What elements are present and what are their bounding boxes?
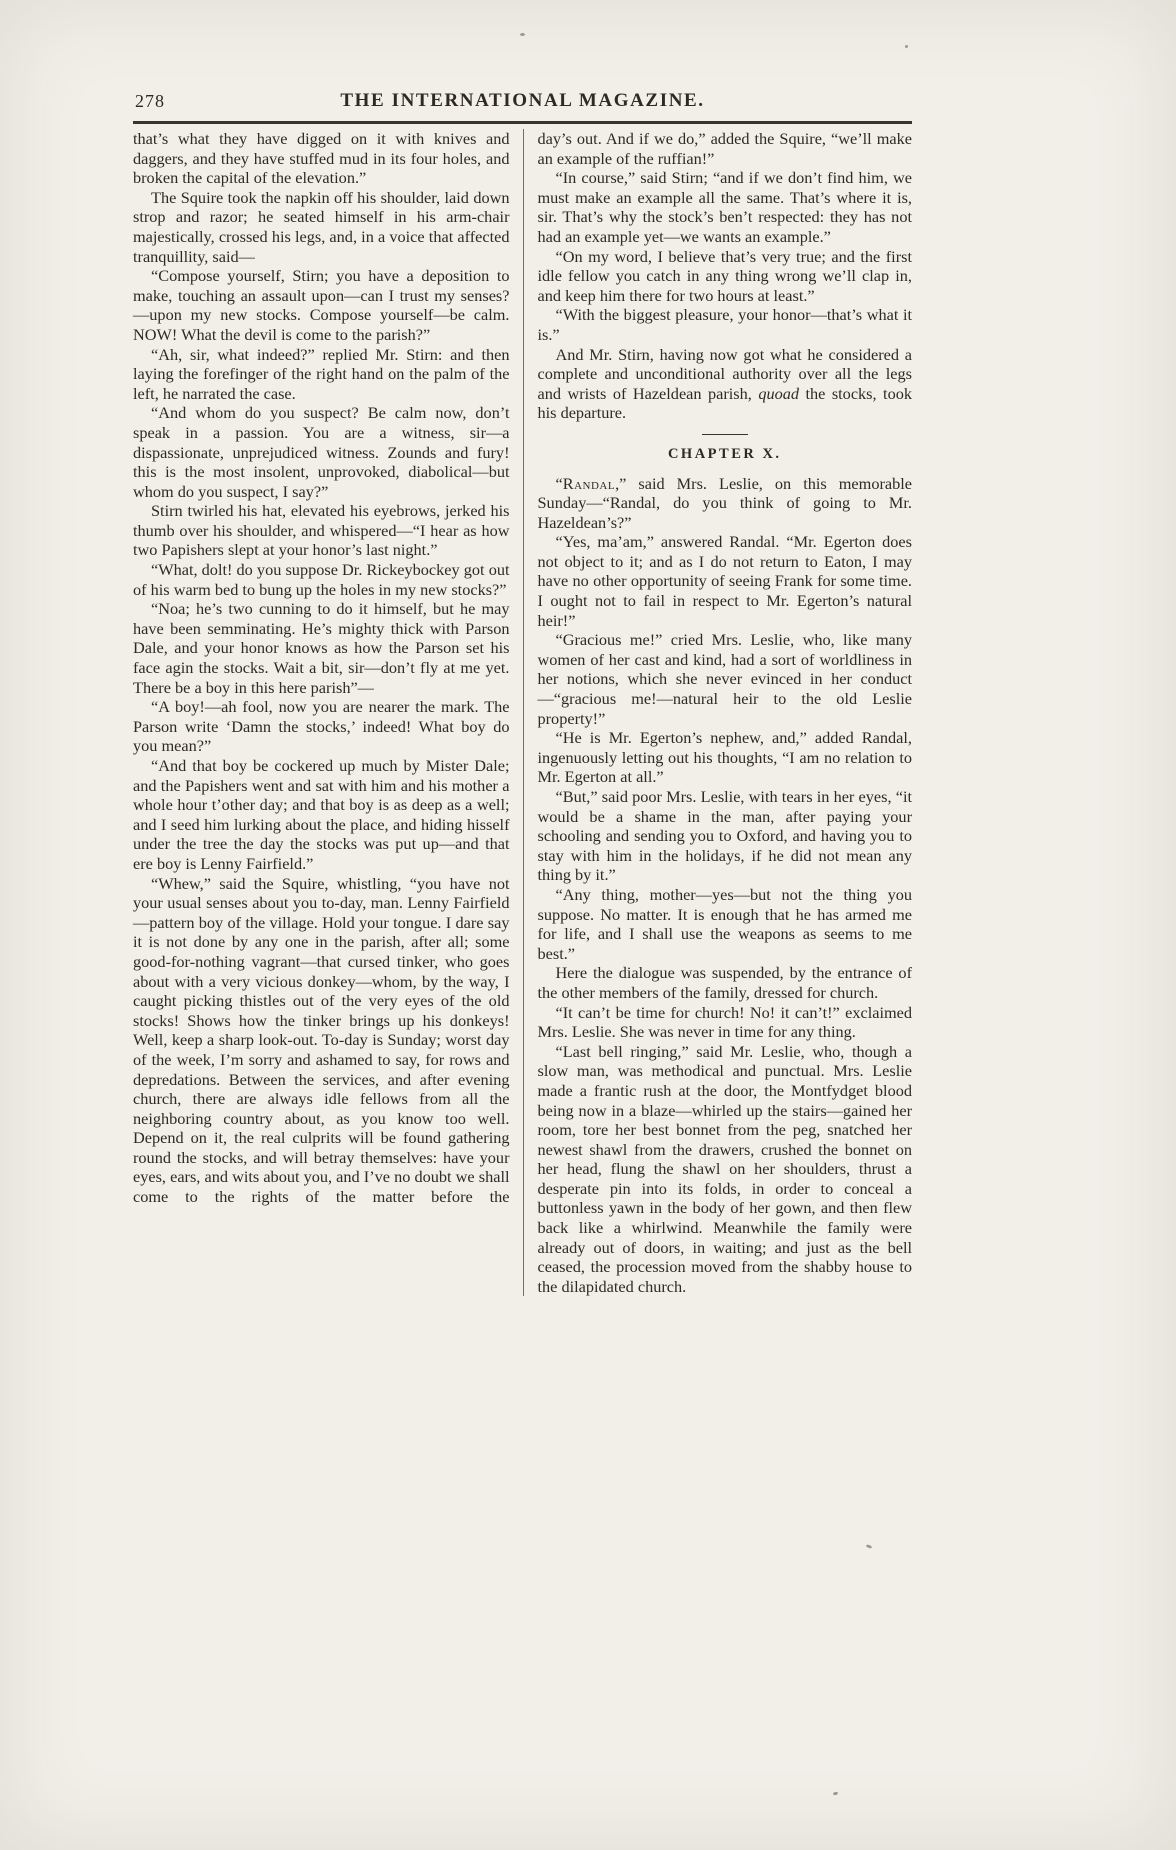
scan-artifact [905, 45, 908, 48]
paragraph: “And whom do you suspect? Be calm now, don’t speak in a passion. You are a witness, sir—a dispassionate, unprejudiced witness. Zounds and fury! this is the most insolent, unprovoked, diabolical—but whom do you suspect, I say?” [133, 403, 510, 501]
header-rule [133, 121, 912, 124]
magazine-title: THE INTERNATIONAL MAGAZINE. [340, 90, 705, 111]
paragraph: “It can’t be time for church! No! it can’t!” exclaimed Mrs. Leslie. She was never in time for any thing. [537, 1002, 912, 1042]
chapter-heading: CHAPTER X. [667, 445, 782, 462]
paragraph: “On my word, I believe that’s very true; and the first idle fellow you catch in any thing wrong we’ll clap in, and keep him there for two hours at least.” [537, 246, 912, 305]
right-column [523, 129, 913, 1296]
paragraph: Stirn twirled his hat, elevated his eyebrows, jerked his thumb over his shoulder, and whispered—“I hear as how two Papishers slept at your honor’s last night.” [133, 501, 510, 560]
paragraph: “Compose yourself, Stirn; you have a deposition to make, touching an assault upon—can I trust my senses?—upon my new stocks. Compose yourself—be calm. NOW! What the devil is come to the parish?” [133, 266, 510, 344]
scan-artifact [520, 33, 525, 36]
page-number: 278 [135, 91, 165, 111]
scan-artifact [866, 1544, 873, 1549]
paragraph: “Last bell ringing,” said Mr. Leslie, who, though a slow man, was methodical and punctual. Mrs. Leslie made a frantic rush at the door, the Montfydget blood being now in a blaze—whirled up the stairs—gained her room, tore her best bonnet from the peg, snatched her newest shawl from the drawers, crushed the bonnet on her head, flung the shawl on her shoulders, thrust a desperate pin into its folds, in order to conceal a buttonless yawn in the body of her gown, and then flew back like a whirlwind. Meanwhile the family were already out of doors, in waiting; and just as the bell ceased, the procession moved from the shabby house to the dilapidated church. [537, 1041, 912, 1296]
section-divider [702, 434, 748, 435]
paragraph [538, 345, 913, 423]
paragraph [538, 474, 913, 533]
paragraph: “He is Mr. Egerton’s nephew, and,” added Randal, ingenuously letting out his thoughts, “I am no relation to Mr. Egerton at all.” [537, 728, 912, 787]
paragraph: “Yes, ma’am,” answered Randal. “Mr. Egerton does not object to it; and as I do not return to Eaton, I may have no other opportunity of seeing Frank for some time. I ought not to fail in respect to Mr. Egerton’s natural heir!” [537, 532, 912, 630]
paragraph: “But,” said poor Mrs. Leslie, with tears in her eyes, “it would be a shame in the man, after paying your schooling and sending you to Oxford, and having you to stay with him in the holidays, if he did not mean any thing by it.” [537, 787, 912, 885]
paragraph: Here the dialogue was suspended, by the entrance of the other members of the family, dressed for church. [537, 963, 912, 1002]
paragraph: “Noa; he’s two cunning to do it himself, but he may have been semminating. He’s mighty thick with Parson Dale, and your honor knows as how the Parson set his face agin the stocks. Wait a bit, sir—don’t fly at me yet. There be a boy in this here parish”— [133, 599, 510, 697]
text-run: Randal [562, 473, 616, 493]
paragraph: “What, dolt! do you suppose Dr. Rickeybockey got out of his warm bed to bung up the holes in my new stocks?” [133, 560, 510, 599]
paragraph: “Whew,” said the Squire, whistling, “you have not your usual senses about you to-day, man. Lenny Fairfield—pattern boy of the village. Hold your tongue. I dare say it is not done by any one in the parish, after all; some good-for-nothing vagrant—that cursed tinker, who goes about with a very vicious donkey—whom, by the way, I caught picking thistles out of the very eyes of the old stocks! Shows how the tinker brings up his donkeys! Well, keep a sharp look-out. To-day is Sunday; worst day of the week, I’m sorry and ashamed to say, for rows and depredations. Between the services, and after evening church, there are always idle fellows from all the neighboring country about, as you know too well. Depend on it, the real culprits will be found gathering round the stocks, and will betray themselves: have your eyes, ears, and wits about you, and I’ve no doubt we shall come to the rights of the matter before the [133, 873, 510, 1207]
paragraph: day’s out. And if we do,” added the Squire, “we’ll make an example of the ruffian!” [537, 129, 912, 168]
text-run: And Mr. Stirn, having now got what he considered a complete and unconditional authority over all the legs and wrists of Hazeldean parish, [537, 344, 912, 403]
text-run: the stocks, took his departure. [537, 383, 912, 423]
paragraph: The Squire took the napkin off his shoulder, laid down strop and razor; he seated himself in his arm-chair majestically, crossed his legs, and, in a voice that affected tranquillity, said— [133, 187, 510, 266]
paragraph: “In course,” said Stirn; “and if we don’t find him, we must make an example all the same. That’s where it is, sir. That’s why the stock’s ben’t respected: they has not had an example yet—we wants an example.” [537, 168, 912, 246]
page-body [133, 88, 912, 1296]
text-run: quoad [758, 383, 800, 403]
paragraph: “With the biggest pleasure, your honor—that’s what it is.” [537, 305, 912, 344]
page-header [133, 88, 912, 118]
paragraph: “Ah, sir, what indeed?” replied Mr. Stirn: and then laying the forefinger of the right hand on the palm of the left, he narrated the case. [133, 344, 510, 403]
paragraph: “A boy!—ah fool, now you are nearer the mark. The Parson write ‘Damn the stocks,’ indeed! What boy do you mean?” [133, 697, 510, 756]
paragraph: “And that boy be cockered up much by Mister Dale; and the Papishers went and sat with him and his mother a whole hour t’other day; and that boy is as deep as a well; and I seed him lurking about the place, and hiding hisself under the tree the day the stocks was put up—and that ere boy is Lenny Fairfield.” [133, 756, 510, 873]
paragraph: that’s what they have digged on it with knives and daggers, and they have stuffed mud in its four holes, and broken the capital of the elevation.” [133, 129, 510, 188]
text-run: ,” said Mrs. Leslie, on this memorable Sunday—“Randal, do you think of going to Mr. Hazeldean’s?” [537, 473, 912, 532]
paragraph: “Gracious me!” cried Mrs. Leslie, who, like many women of her cast and kind, had a sort of worldliness in her notions, which she never evinced in her conduct—“gracious me!—natural heir to the old Leslie property!” [537, 630, 912, 728]
left-column [133, 129, 523, 1296]
text-run: “ [555, 473, 563, 493]
scan-artifact [833, 1791, 839, 1795]
paragraph: “Any thing, mother—yes—but not the thing you suppose. No matter. It is enough that he has armed me for life, and I shall use the weapons as seems to me best.” [537, 884, 912, 963]
text-columns [133, 129, 912, 1296]
